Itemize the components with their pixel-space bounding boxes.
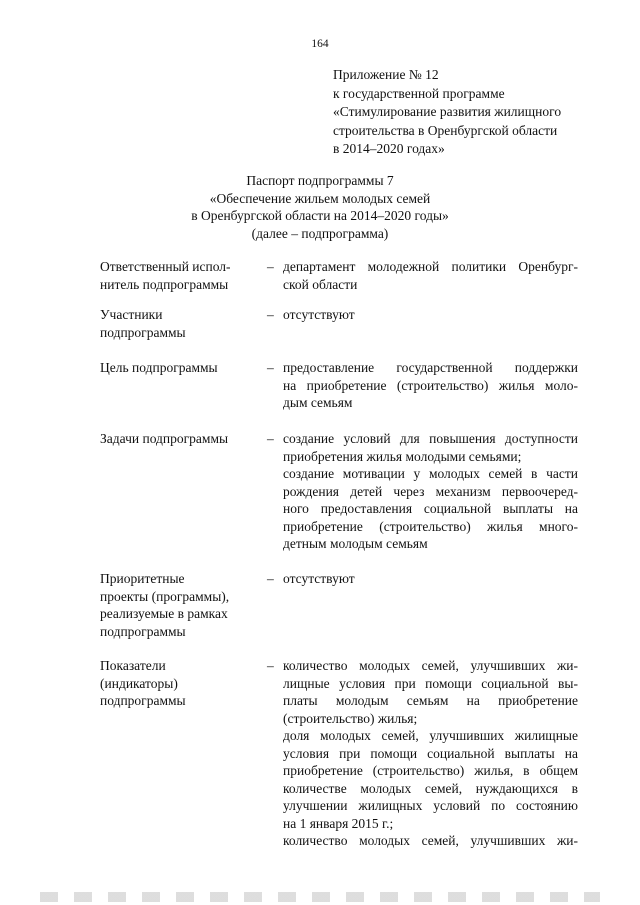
dash: – [267,431,274,446]
title-line: (далее – подпрограмма) [251,225,389,241]
row-value [283,657,578,850]
value-line: отсутствуют [283,307,355,322]
value-line: рождения детей через механизм первоочеред- [283,483,578,499]
page-number: 164 [311,38,329,50]
value-line: количество молодых семей, улучшивших жи- [283,658,578,673]
appendix-line: в 2014–2020 годах» [333,141,445,156]
value-line: (строительство) жилья; [283,710,418,726]
appendix-line: «Стимулирование развития жилищного [333,104,562,119]
appendix-line: к государственной программе [333,85,505,101]
dash: – [267,658,274,673]
value-line: департамент молодежной политики Оренбург- [283,259,578,274]
value-line: создание условий для повышения доступности [283,431,578,446]
value-line: приобретение (строительство) жилья, в общем [283,763,578,778]
value-line: на 1 января 2015 г.; [283,815,394,831]
label-line: (индикаторы) [100,675,178,691]
scan-artifact [40,892,600,902]
value-line: количество молодых семей, улучшивших жи- [283,833,578,848]
row-label [100,359,260,377]
value-line: дым семьям [283,395,353,410]
value-line: детным молодым семьям [283,536,428,551]
row-label [100,258,260,293]
value-line: приобретение (строительство) жилья много- [283,518,578,534]
value-line: ской области [283,276,358,292]
row-label [100,657,260,710]
label-line: подпрограммы [100,693,186,708]
value-line: приобретения жилья молодыми семьями; [283,448,522,464]
value-line: лищные условия при помощи социальной вы- [283,675,578,691]
dash: – [267,360,274,375]
value-line: доля молодых семей, улучшивших жилищные [283,728,578,743]
dash: – [267,307,274,322]
row-value [283,258,578,293]
row-value [283,430,578,553]
value-line: на приобретение (строительство) жилья моло- [283,377,578,393]
label-line: Задачи подпрограммы [100,431,229,446]
appendix-header [333,66,613,159]
label-line: подпрограммы [100,623,186,639]
label-line: реализуемые в рамках [100,606,228,621]
value-line: количестве молодых семей, нуждающихся в [283,780,578,796]
value-line: создание мотивации у молодых семей в части [283,466,578,481]
row-value [283,306,578,324]
title-line: «Обеспечение жильем молодых семей [209,190,431,206]
value-line: отсутствуют [283,571,355,586]
passport-title [0,172,640,242]
appendix-line: Приложение № 12 [333,67,439,82]
label-line: нитель подпрограммы [100,276,229,292]
row-label [100,430,260,448]
value-line: платы молодым семьям на приобретение [283,693,578,708]
label-line: Ответственный испол- [100,259,231,274]
label-line: подпрограммы [100,324,186,340]
value-line: ного предоставления социальной выплаты на [283,501,578,516]
label-line: Цель подпрограммы [100,360,218,375]
row-label [100,306,260,341]
row-value [283,570,578,588]
appendix-line: строительства в Оренбургской области [333,122,558,138]
title-line: Паспорт подпрограммы 7 [246,173,394,188]
row-value [283,359,578,412]
label-line: проекты (программы), [100,588,230,604]
label-line: Приоритетные [100,571,185,586]
value-line: условия при помощи социальной выплаты на [283,745,578,761]
label-line: Участники [100,307,163,322]
dash: – [267,259,274,274]
value-line: предоставление государственной поддержки [283,360,578,375]
title-line: в Оренбургской области на 2014–2020 годы» [191,208,449,223]
dash: – [267,571,274,586]
row-label [100,570,260,640]
label-line: Показатели [100,658,166,673]
value-line: улучшении жилищных условий по состоянию [283,798,578,813]
